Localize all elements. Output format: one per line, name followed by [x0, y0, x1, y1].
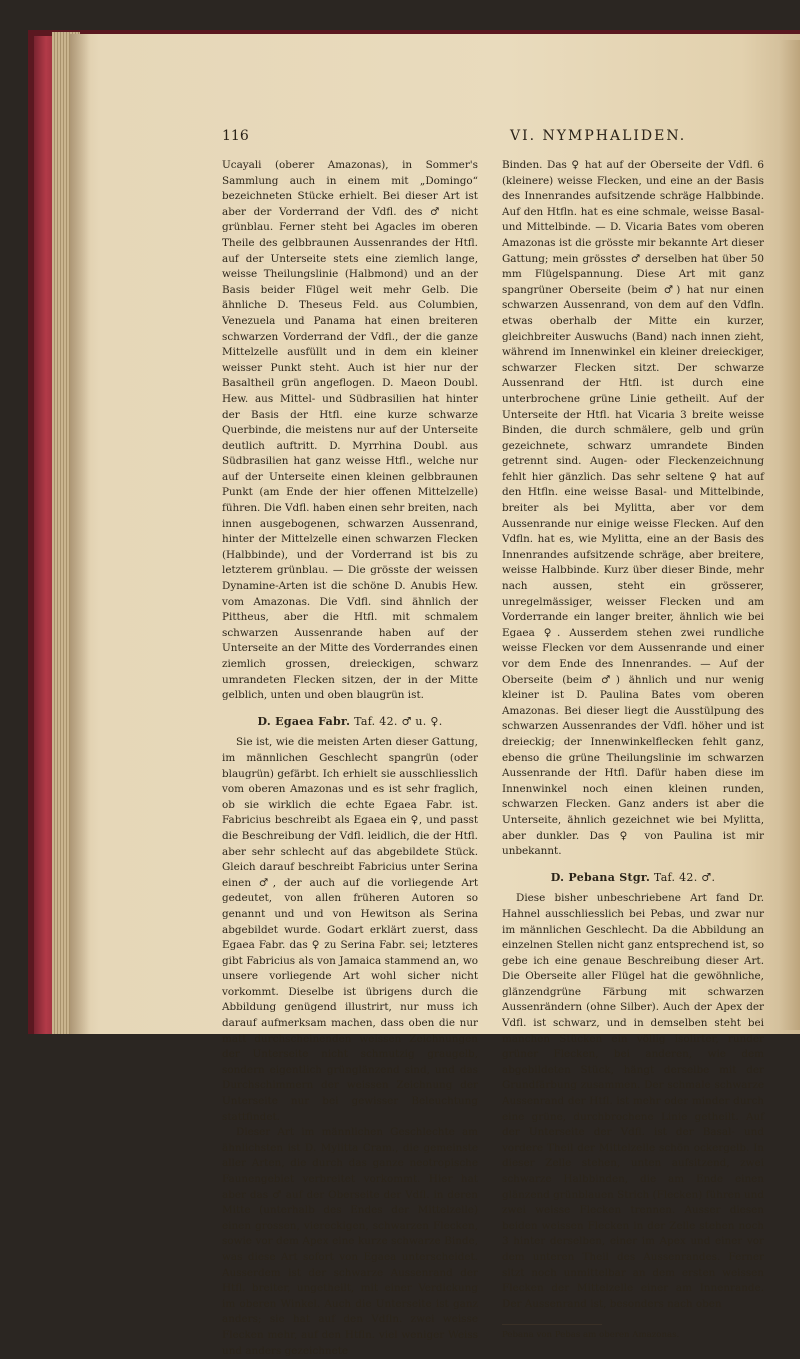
paragraph: Dieser Art im männlichen Geschlechte am ähnlichsten ist D. Mylitta Cram., die gemeinste aller Arten, die durch das ganze neotropische Faunengebiet verbreitet vorkommt. Hier hat aber das ♂ auf der Oberseite der Vdfl. in deren Mitte (unterhalb des Endes der Mittelzelle) einen grossen, viereckigen, schwarzen Flecken, sowie vor dem Apex eine kurze schwarze Binde, was diese Art sofort von Egaea unterscheidet. Ausserdem ist der schwarze Aussenrand der Htfl. breiter, ungetheilt, mit einer Verdickung im oberen Winkel. Auch die Unterseite ist ganz anders; sie hat auf den Vdfln. zwei weisse Flecken mehr, auf den Htfln. viel weniger Weiss und anders gezeichnete [222, 1126, 478, 1357]
paragraph: Ucayali (oberer Amazonas), in Sommer's Sammlung auch in einem mit „Domingo“ bezeichneten Stücke erhielt. Bei dieser Art ist aber der Vorderrand der Vdfl. des ♂ nicht grünblau. Ferner steht bei Agacles im oberen Theile des gelbbraunen Aussenrandes der Htfl. auf der Unterseite stets eine ziemlich lange, weisse Theilungslinie (Halbmond) und an der Basis beider Flügel weit mehr Gelb. Die ähnliche D. Theseus Feld. aus Columbien, Venezuela und Panama hat einen breiteren schwarzen Vorderrand der Vdfl., der die ganze Mittelzelle ausfüllt und in dem ein kleiner weisser Punkt steht. Auch ist hier nur der Basaltheil grün angeflogen. D. Maeon Doubl. Hew. aus Mittel- und Südbrasilien hat hinter der Basis der Htfl. eine kurze schwarze Querbinde, die meistens nur auf der Unterseite deutlich auftritt. D. Myrrhina Doubl. aus Südbrasilien hat ganz weisse Htfl., welche nur auf der Unterseite einen kleinen gelbbraunen Punkt (am Ende der hier offenen Mittelzelle) führen. Die Vdfl. haben einen sehr breiten, nach innen ausgebogenen, schwarzen Aussenrand, hinter der Mittelzelle einen schwarzen Flecken (Halbbinde), und der Vorderrand ist bis zu letzterem grünblau. — Die grösste der weissen Dynamine-Arten ist die schöne D. Anubis Hew. vom Amazonas. Die Vdfl. sind ähnlich der Pittheus, aber die Htfl. mit schmalem schwarzen Aussenrande haben auf der Unterseite an der Mitte des Vorderrandes einen ziemlich grossen, dreieckigen, schwarz umrandeten Flecken sitzen, der in der Mitte gelblich, unten und oben blaugrün ist. [222, 159, 478, 702]
footnote-rule [502, 1324, 602, 1325]
right-column [502, 158, 764, 1341]
page-number: 116 [222, 128, 249, 144]
page-edge-right [778, 40, 800, 1030]
species-name: D. Pebana Stgr. [550, 870, 651, 884]
running-title: VI. NYMPHALIDEN. [510, 128, 687, 144]
plate-reference: Taf. 42. ♂ u. ♀. [354, 714, 443, 728]
paragraph: Diese bisher unbeschriebene Art fand Dr. Hahnel ausschliesslich bei Pebas, und zwar nur im männlichen Geschlecht. Da die Abbildung an einzelnen Stellen nicht ganz entsprechend ist, so gebe ich eine genaue Beschreibung dieser Art. Die Oberseite aller Flügel hat die gewöhnliche, glänzendgrüne Färbung mit schwarzen Aussenrändern (ohne Silber). Auch der Apex der Vdfl. ist schwarz, und in demselben steht bei manchen Stücken ein völlig isolirter, runder grüner Flecken, bei anderen, wie dem abgebildeten Stück, hängt derselbe mit der Grundfärbung zusammen. Der schmale schwarze Aussenrand der Htfl. ist mehr oder minder durch eine grüne, durchbrochene Linie getheilt. Auf der Unterseite der Vdfl. ist der Basal- und vordere Theil der Mittelzelle schön ockergelb. In dieser Zelle stehen, unten aufsitzend, zwei schwarze Halbbinden, die am Ende einen glänzend grünblauen Strich (Flecken) führen und zwei weisse Flecken trennen. Ausser diesen beiden weissen Flecken in der Zelle stehen noch 3 hinter derselben, einer im Apex und einer vor dem unteren Theil des Aussenrandes. Ferner sitzt noch unmittelbar an dem ersten weissen Flecken der Mittelzelle einer am Innenrande. Der Aussenrand ist, besonders nach oben [502, 892, 764, 1310]
species-name: D. Egaea Fabr. [257, 714, 351, 728]
footnote: Pebana von Pebas am oberen Amazonas. [502, 1330, 680, 1341]
plate-reference: Taf. 42. ♂. [653, 870, 716, 884]
paragraph: Sie ist, wie die meisten Arten dieser Gattung, im männlichen Geschlecht spangrün (oder blaugrün) gefärbt. Ich erhielt sie ausschliesslich vom oberen Amazonas und es ist sehr fraglich, ob sie wirklich die echte Egaea Fabr. ist. Fabricius beschreibt als Egaea ein ♀, und passt die Beschreibung der Vdfl. leidlich, die der Htfl. aber sehr schlecht auf das abgebildete Stück. Gleich darauf beschreibt Fabricius unter Serina einen ♂, der auch auf die vorliegende Art gedeutet, von allen früheren Autoren so genannt und und von Hewitson als Serina abgebildet wurde. Godart erklärt zuerst, dass Egaea Fabr. das ♀ zu Serina Fabr. sei; letzteres gibt Fabricius als von Jamaica stammend an, wo unsere vorliegende Art wohl sicher nicht vorkommt. Dieselbe ist übrigens durch die Abbildung genügend illustrirt, nur muss ich darauf aufmerksam machen, dass oben die nur matt durchscheinenden weissen Zeichnungen der Unterseite nicht schmutzig graugelb, sondern eigentlich grünglänzend sind, und das Durchschimmern der weissen Zeichnung der Unterseite nur bei gewisser Beleuchtung stattfindet. [222, 736, 478, 1123]
left-column [222, 158, 478, 1359]
spine-shadow [70, 34, 90, 1034]
section-heading [222, 714, 478, 730]
paragraph: Binden. Das ♀ hat auf der Oberseite der Vdfl. 6 (kleinere) weisse Flecken, und eine an der Basis des Innenrandes aufsitzende schräge Halbbinde. Auf den Htfln. hat es eine schmale, weisse Basal- und Mittelbinde. — D. Vicaria Bates vom oberen Amazonas ist die grösste mir bekannte Art dieser Gattung; mein grösstes ♂ derselben hat über 50 mm Flügelspannung. Diese Art mit ganz spangrüner Oberseite (beim ♂) hat nur einen schwarzen Aussenrand, von dem auf den Vdfln. etwas oberhalb der Mitte ein kurzer, gleichbreiter Auswuchs (Band) nach innen zieht, während im Innenwinkel ein kleiner dreieckiger, schwarzer Flecken sitzt. Der schwarze Aussenrand der Htfl. ist durch eine unterbrochene grüne Linie getheilt. Auf der Unterseite der Htfl. hat Vicaria 3 breite weisse Binden, die durch schmälere, gelb und grün gezeichnete, schwarz umrandete Binden getrennt sind. Augen- oder Fleckenzeichnung fehlt hier gänzlich. Das sehr seltene ♀ hat auf den Htfln. eine weisse Basal- und Mittelbinde, breiter als bei Mylitta, aber vor dem Aussenrande nur einige weisse Flecken. Auf den Vdfln. hat es, wie Mylitta, eine an der Basis des Innenrandes aufsitzende schräge, aber breitere, weisse Halbbinde. Kurz über dieser Binde, mehr nach aussen, steht ein grösserer, unregelmässiger, weisser Flecken und am Vorderrande ein langer breiter, ähnlich wie bei Egaea ♀. Ausserdem stehen zwei rundliche weisse Flecken vor dem Aussenrande und einer vor dem Ende des Innenrandes. — Auf der Oberseite (beim ♂) ähnlich und nur wenig kleiner ist D. Paulina Bates vom oberen Amazonas. Bei dieser liegt die Ausstülpung des schwarzen Aussenrandes der Vdfl. höher und ist dreieckig; der Innenwinkelflecken fehlt ganz, ebenso die grüne Theilungslinie im schwarzen Aussenrande der Htfl. Dafür haben diese im Innenwinkel noch einen kleinen runden, schwarzen Flecken. Ganz anders ist aber die Unterseite, ähnlich gezeichnet wie bei Mylitta, aber dunkler. Das ♀ von Paulina ist mir unbekannt. [502, 159, 764, 858]
section-heading [502, 870, 764, 886]
page-header [152, 128, 772, 148]
